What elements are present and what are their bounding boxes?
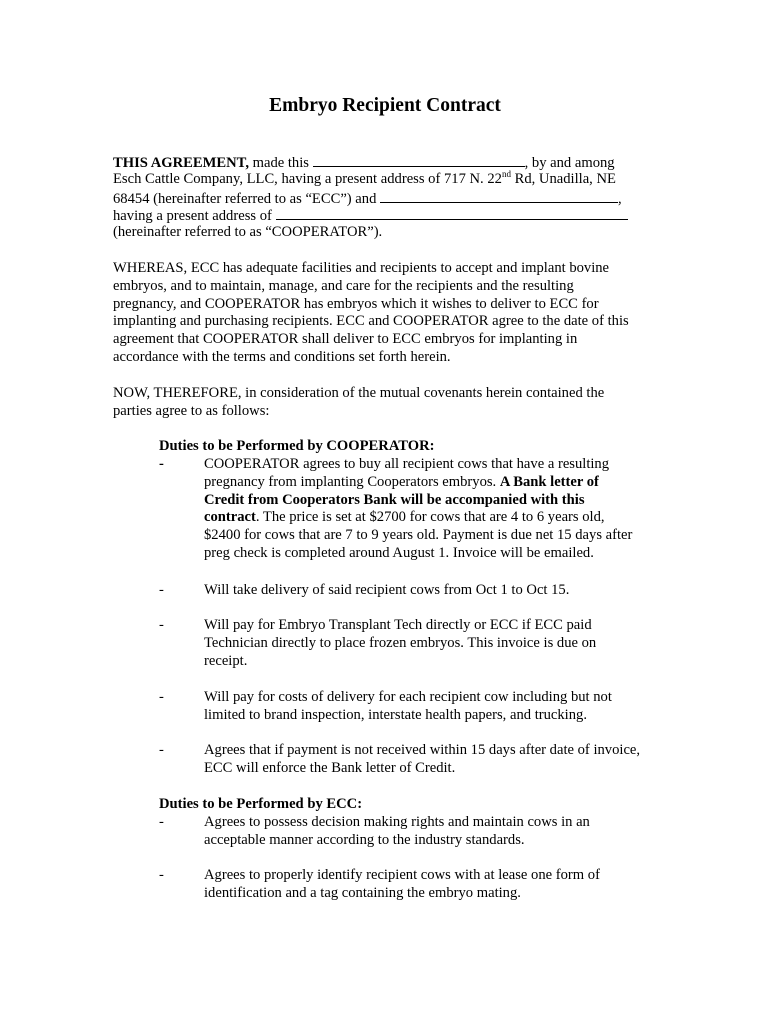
bullet-dash: - — [159, 689, 164, 705]
bullet-dash: - — [159, 617, 164, 633]
ecc-duty-item-1 — [204, 814, 674, 850]
duty-line: Will take delivery of said recipient cows from Oct 1 to Oct 15. — [204, 582, 570, 598]
duty-line: pregnancy from implanting Cooperators embryos. — [204, 473, 500, 490]
duty-line: Agrees that if payment is not received within 15 days after date of invoice, — [204, 742, 641, 758]
bank-letter-emphasis: contract — [204, 509, 256, 526]
whereas-paragraph — [113, 260, 673, 367]
whereas-line: accordance with the terms and conditions set forth herein. — [113, 348, 451, 365]
bullet-dash: - — [159, 814, 164, 830]
duty-line: COOPERATOR agrees to buy all recipient cows that have a resulting — [204, 456, 610, 472]
ecc-address-text-cont: Rd, Unadilla, NE — [510, 170, 616, 187]
bullet-dash: - — [159, 582, 164, 598]
ecc-reference-text: 68454 (hereinafter referred to as “ECC”) and — [113, 190, 381, 207]
whereas-line: embryos, and to maintain, manage, and care for the recipients and the resulting — [113, 277, 574, 294]
bullet-dash: - — [159, 742, 164, 758]
cooperator-duty-item-3 — [204, 617, 674, 670]
duty-line: Technician directly to place frozen embryos. This invoice is due on — [204, 634, 597, 651]
whereas-line: agreement that COOPERATOR shall deliver to ECC embryos for implanting in — [113, 331, 578, 348]
duty-line: ECC will enforce the Bank letter of Credit. — [204, 759, 456, 776]
duty-line: acceptable manner according to the industry standards. — [204, 831, 525, 848]
duty-line: Agrees to possess decision making rights and maintain cows in an — [204, 814, 590, 830]
comma: , — [618, 190, 622, 207]
cooperator-duty-item-1 — [204, 456, 674, 563]
duty-line: receipt. — [204, 652, 248, 669]
duty-line: Will pay for Embryo Transplant Tech directly or ECC if ECC paid — [204, 617, 592, 633]
whereas-line: pregnancy, and COOPERATOR has embryos which it wishes to deliver to ECC for — [113, 295, 599, 312]
cooperator-address-label: having a present address of — [113, 208, 276, 225]
cooperator-duty-item-2 — [204, 582, 674, 600]
duty-line: limited to brand inspection, interstate health papers, and trucking. — [204, 706, 587, 723]
cooperator-reference-text: (hereinafter referred to as “COOPERATOR”). — [113, 224, 383, 241]
ecc-duties-heading: Duties to be Performed by ECC: — [159, 796, 363, 812]
bank-letter-emphasis: A Bank letter of — [499, 473, 599, 490]
cooperator-duty-item-5 — [204, 742, 674, 778]
cooperator-duty-item-4 — [204, 689, 674, 725]
now-therefore-paragraph — [113, 385, 673, 421]
cooperator-name-blank-field[interactable] — [380, 189, 618, 203]
bullet-dash: - — [159, 456, 164, 472]
duty-line: Will pay for costs of delivery for each recipient cow including but not — [204, 689, 612, 705]
bullet-dash: - — [159, 867, 164, 883]
ordinal-suffix: nd — [501, 168, 511, 179]
ecc-duty-item-2 — [204, 867, 674, 903]
duty-line: identification and a tag containing the embryo mating. — [204, 884, 521, 901]
now-therefore-line: parties agree to as follows: — [113, 402, 270, 419]
duty-line: preg check is completed around August 1. Invoice will be emailed. — [204, 544, 594, 561]
bank-letter-emphasis: Credit from Cooperators Bank will be accompanied with this — [204, 491, 585, 508]
duty-line: Agrees to properly identify recipient cows with at lease one form of — [204, 867, 600, 883]
ecc-address-text: Esch Cattle Company, LLC, having a present address of 717 N. 22 — [113, 170, 502, 187]
cooperator-duties-heading: Duties to be Performed by COOPERATOR: — [159, 438, 435, 454]
document-title: Embryo Recipient Contract — [269, 95, 501, 116]
whereas-line: implanting and purchasing recipients. ECC and COOPERATOR agree to the date of this — [113, 313, 629, 330]
cooperator-address-blank-field[interactable] — [276, 206, 628, 220]
agreement-lead: THIS AGREEMENT, — [113, 155, 249, 171]
now-therefore-line: NOW, THEREFORE, in consideration of the mutual covenants herein contained the — [113, 385, 605, 401]
made-this-text: made this — [248, 155, 313, 171]
duty-line: $2400 for cows that are 7 to 9 years old. Payment is due net 15 days after — [204, 527, 633, 544]
by-and-among-text: , by and among — [524, 155, 615, 171]
duty-line: . The price is set at $2700 for cows that are 4 to 6 years old, — [255, 509, 605, 526]
date-blank-field[interactable] — [313, 153, 525, 167]
agreement-paragraph — [113, 153, 673, 242]
whereas-line: WHEREAS, ECC has adequate facilities and recipients to accept and implant bovine — [113, 260, 610, 276]
